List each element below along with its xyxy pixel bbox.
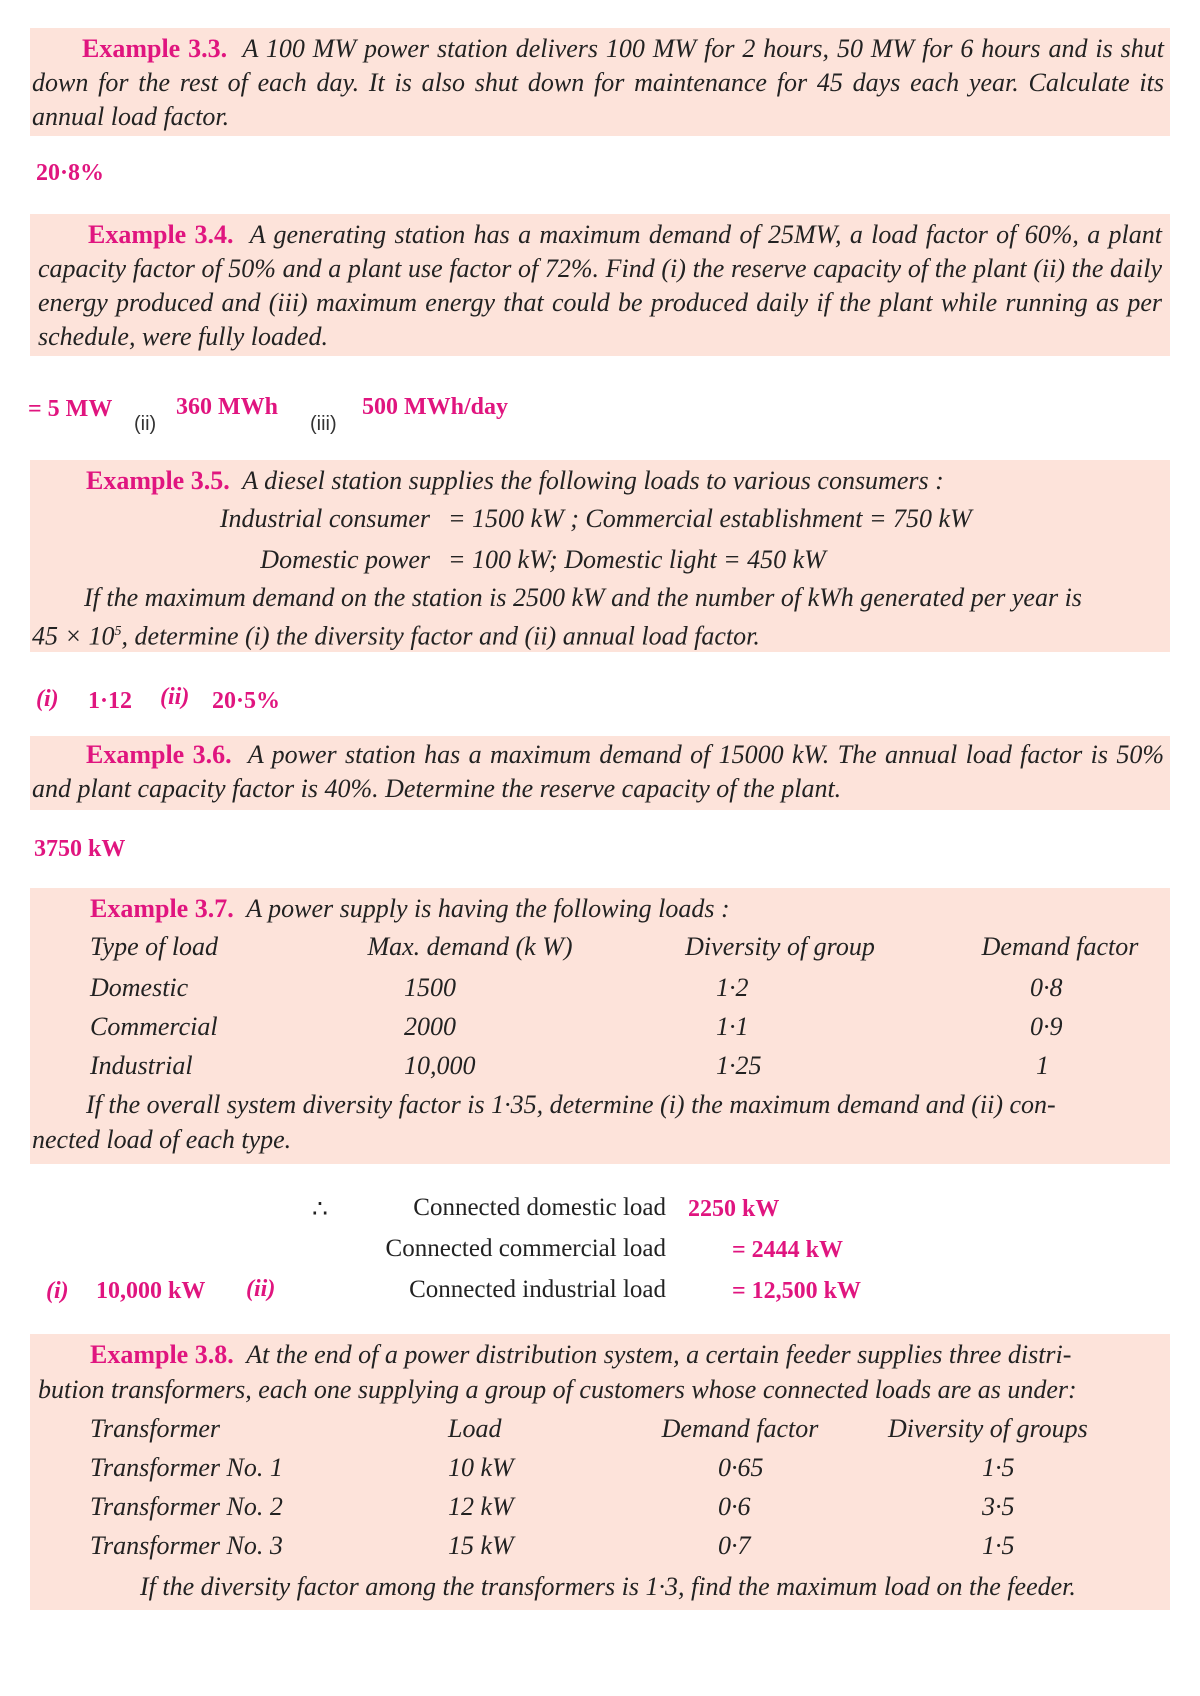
ex37-row1-max: 1500	[404, 973, 456, 1002]
example-3-7-label: Example 3.7.	[90, 894, 234, 923]
ex37-row2-demand: 0·9	[1030, 1012, 1063, 1041]
example-3-4-label: Example 3.4.	[88, 220, 234, 249]
example-3-7-para-a: If the overall system diversity factor is 1·35, determine (i) the maximum demand and (ii) con-	[86, 1090, 1056, 1119]
example-3-7-para-b: nected load of each type.	[32, 1125, 292, 1154]
example-3-3-box	[30, 28, 1170, 136]
example-3-4-mark-ii: (ii)	[134, 413, 157, 435]
example-3-6-body: A power station has a maximum demand of 15000 kW. The annual load factor is 50% and plant capacity factor is 40%. Determine the reserve capacity of the plant.	[32, 740, 1164, 803]
example-3-8-text-a	[90, 1338, 1164, 1372]
ex37-row3-demand: 1	[1036, 1051, 1049, 1080]
example-3-5-ans-i: 1·12	[88, 688, 133, 714]
ex38-row3-demand: 0·7	[718, 1531, 751, 1560]
example-3-5-para: If the maximum demand on the station is 2500 kW and the number of kWh generated per year is	[84, 583, 1082, 612]
ex38-row3-load: 15 kW	[448, 1531, 514, 1560]
example-3-8-body-a: At the end of a power distribution system, a certain feeder supplies three distri-	[246, 1340, 1072, 1369]
example-3-4-text	[38, 218, 1162, 354]
example-3-5-line2-right: = 100 kW; Domestic light = 450 kW	[448, 545, 826, 574]
example-3-5-exponent: 5	[114, 624, 122, 639]
example-3-5-label: Example 3.5.	[86, 466, 230, 495]
ex37-header-diversity: Diversity of group	[685, 932, 875, 961]
example-3-3-body: A 100 MW power station delivers 100 MW for 2 hours, 50 MW for 6 hours and is shut down for the rest of each day. It is also shut down for maintenance for 45 days each year. Calculate its annual load factor.	[32, 34, 1165, 131]
example-3-8-box	[30, 1334, 1170, 1610]
example-3-7-intro	[90, 892, 730, 926]
example-3-3-answer: 20·8%	[36, 160, 105, 186]
example-3-7-ans-i: 10,000 kW	[96, 1278, 206, 1304]
ex38-row3-diversity: 1·5	[982, 1531, 1015, 1560]
connected-domestic-label: Connected domestic load	[413, 1194, 666, 1221]
example-3-5-box	[30, 460, 1170, 652]
example-3-6-box	[30, 736, 1170, 810]
ex38-row2-load: 12 kW	[448, 1492, 514, 1521]
example-3-7-box	[30, 888, 1170, 1164]
example-3-4-answer-2: 360 MWh	[176, 394, 278, 420]
ex38-header-demand-factor: Demand factor	[661, 1414, 819, 1443]
example-3-4-answer-3: 500 MWh/day	[362, 394, 509, 420]
ex37-row2-type: Commercial	[90, 1012, 218, 1041]
ex37-header-max-demand: Max. demand (k W)	[367, 932, 573, 961]
example-3-6-text	[32, 738, 1164, 806]
example-3-8-text-b: bution transformers, each one supplying a group of customers whose connected loads are as under:	[38, 1375, 1077, 1404]
example-3-7-intro-text: A power supply is having the following loads :	[246, 894, 730, 923]
connected-domestic-value: 2250 kW	[688, 1196, 780, 1222]
example-3-5-ans-ii: 20·5%	[212, 688, 281, 714]
ex38-row2-transformer: Transformer No. 2	[90, 1492, 283, 1521]
example-3-5-para2-a: 45 × 10	[32, 621, 115, 651]
example-3-5-text	[32, 464, 1164, 498]
ex38-header-load: Load	[448, 1414, 502, 1443]
example-3-4-mark-iii: (iii)	[310, 413, 337, 435]
example-3-6-answer: 3750 kW	[34, 836, 126, 862]
ex37-row1-diversity: 1·2	[716, 973, 749, 1002]
connected-commercial-value: = 2444 kW	[732, 1237, 844, 1263]
ex38-row2-diversity: 3·5	[982, 1492, 1015, 1521]
ex38-row3-transformer: Transformer No. 3	[90, 1531, 283, 1560]
therefore-symbol: ∴	[312, 1196, 328, 1223]
example-3-4-box	[30, 214, 1170, 356]
ex37-row1-demand: 0·8	[1030, 973, 1063, 1002]
ex38-row1-load: 10 kW	[448, 1453, 514, 1482]
ex38-row1-diversity: 1·5	[982, 1453, 1015, 1482]
example-3-3-text	[32, 32, 1164, 134]
ex38-row2-demand: 0·6	[718, 1492, 751, 1521]
ex37-row3-max: 10,000	[404, 1051, 476, 1080]
example-3-7-ans-i-mark: (i)	[46, 1278, 69, 1304]
example-3-8-label: Example 3.8.	[90, 1340, 234, 1369]
ex38-header-diversity: Diversity of groups	[888, 1414, 1088, 1443]
example-3-5-ans-ii-mark: (ii)	[160, 684, 190, 710]
example-3-5-body: A diesel station supplies the following loads to various consumers :	[242, 466, 944, 495]
example-3-5-ans-i-mark: (i)	[36, 686, 59, 712]
example-3-8-final: If the diversity factor among the transformers is 1·3, find the maximum load on the feeder.	[140, 1572, 1076, 1601]
ex37-header-type: Type of load	[90, 932, 219, 961]
example-3-6-label: Example 3.6.	[86, 740, 232, 769]
example-3-4-answer-1: = 5 MW	[28, 396, 113, 422]
example-3-4-body: A generating station has a maximum demand of 25MW, a load factor of 60%, a plant capacity factor of 50% and a plant use factor of 72%. Find (i) the reserve capacity of the plant (ii) the daily energy produced and (iii) maximum energy that could be produced daily if the plant while running as per schedule, were fully loaded.	[38, 220, 1162, 351]
ex38-header-transformer: Transformer	[90, 1414, 221, 1443]
example-3-5-line1-right: = 1500 kW ; Commercial establishment = 750 kW	[448, 504, 972, 533]
ex37-row2-max: 2000	[404, 1012, 456, 1041]
connected-industrial-value: = 12,500 kW	[732, 1278, 862, 1304]
ex38-row1-transformer: Transformer No. 1	[90, 1453, 283, 1482]
ex37-row3-type: Industrial	[90, 1051, 193, 1080]
ex38-row1-demand: 0·65	[718, 1453, 764, 1482]
example-3-5-line2-left: Domestic power	[260, 545, 430, 574]
connected-commercial-label: Connected commercial load	[385, 1235, 666, 1262]
ex37-row3-diversity: 1·25	[716, 1051, 762, 1080]
example-3-7-ans-ii-mark: (ii)	[246, 1276, 276, 1302]
example-3-3-label: Example 3.3.	[82, 34, 228, 63]
ex37-header-demand-factor: Demand factor	[981, 932, 1139, 961]
ex37-row1-type: Domestic	[90, 973, 189, 1002]
example-3-5-para2-b: , determine (i) the diversity factor and (ii) annual load factor.	[121, 621, 760, 651]
example-3-5-line1-left: Industrial consumer	[219, 504, 430, 533]
connected-industrial-label: Connected industrial load	[409, 1276, 666, 1303]
ex37-row2-diversity: 1·1	[716, 1012, 749, 1041]
example-3-5-para2	[32, 615, 760, 654]
